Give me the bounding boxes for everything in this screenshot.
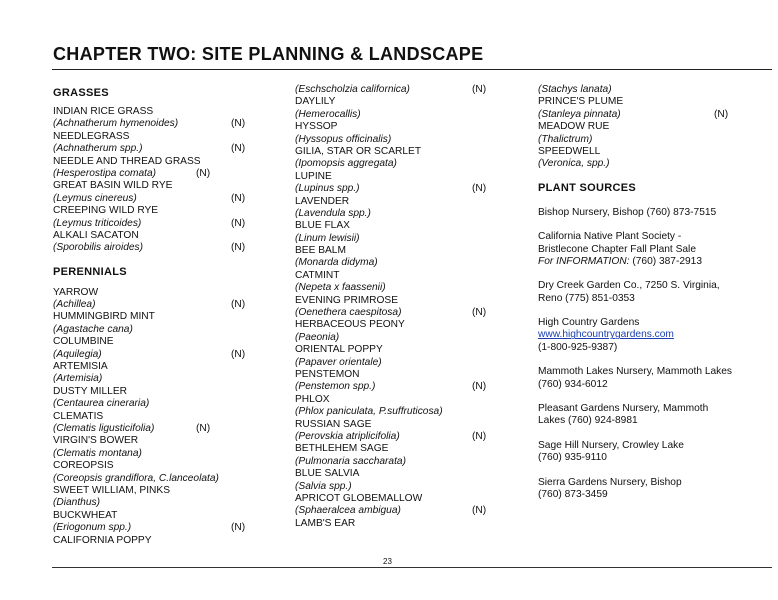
scientific-name: [53, 218, 253, 230]
source-text: Sierra Gardens Nursery, Bishop: [538, 476, 682, 488]
plant-label: (Hesperostipa comata): [53, 167, 157, 179]
plant-label: (Lavendula spp.): [295, 207, 371, 219]
plant-name: [53, 106, 253, 118]
scientific-name: [295, 332, 495, 344]
scientific-name: [295, 158, 495, 170]
scientific-name: [53, 242, 253, 254]
plant-label: (Aquilegia): [53, 348, 102, 360]
scientific-name: [53, 193, 253, 205]
plant-name: [53, 311, 253, 323]
native-marker: (N): [472, 84, 487, 95]
plant-label: (Eriogonum spp.): [53, 522, 132, 534]
plant-name: [295, 493, 495, 505]
plant-label: (Thalictrum): [538, 133, 593, 145]
scientific-name: [53, 522, 253, 534]
plant-name: [295, 419, 495, 431]
plant-label: (Papaver orientale): [295, 356, 382, 368]
column-3: [538, 84, 773, 513]
perennials-list-continued: [295, 84, 495, 530]
plant-label: (Monarda didyma): [295, 257, 378, 269]
plant-name: [538, 121, 773, 133]
plant-label: (Oenethera caespitosa): [295, 307, 402, 319]
plant-label: (Hyssopus officinalis): [295, 133, 392, 145]
scientific-name: [295, 84, 495, 96]
scientific-name: [295, 109, 495, 121]
scientific-name: [538, 109, 773, 121]
native-marker: (N): [472, 430, 487, 442]
plant-name: [295, 146, 495, 158]
plant-label: LAMB'S EAR: [295, 517, 356, 529]
scientific-name: [53, 497, 253, 509]
native-marker: (N): [196, 167, 211, 179]
source-text: Sage Hill Nursery, Crowley Lake: [538, 439, 684, 451]
plant-label: (Stachys lanata): [538, 84, 612, 95]
source-text: Lakes (760) 924-8981: [538, 415, 638, 427]
plant-label: (Salvia spp.): [295, 480, 352, 492]
plant-label: EVENING PRIMROSE: [295, 294, 399, 306]
scientific-name: [53, 324, 253, 336]
plant-label: PRINCE'S PLUME: [538, 96, 624, 108]
plant-name: [53, 205, 253, 217]
plant-label: COREOPSIS: [53, 460, 114, 472]
source-text: (760) 935-9110: [538, 452, 607, 464]
plant-name: [295, 443, 495, 455]
plant-name: [295, 96, 495, 108]
scientific-name: [295, 357, 495, 369]
source-text: (760) 873-3459: [538, 488, 608, 500]
column-2: [295, 84, 495, 530]
native-marker: (N): [231, 143, 246, 155]
native-marker: (N): [472, 183, 487, 195]
plant-name: [53, 485, 253, 497]
source-text: Bristlecone Chapter Fall Plant Sale: [538, 243, 696, 255]
plant-name: [53, 336, 253, 348]
plant-name: [53, 180, 253, 192]
plant-label: CALIFORNIA POPPY: [53, 534, 152, 546]
scientific-name: [295, 456, 495, 468]
plant-label: (Hemerocallis): [295, 108, 361, 120]
info-label: For INFORMATION:: [538, 255, 630, 267]
scientific-name: [53, 299, 253, 311]
scientific-name: [53, 423, 253, 435]
scientific-name: [295, 481, 495, 493]
plant-label: HUMMINGBIRD MINT: [53, 311, 155, 323]
scientific-name: [295, 233, 495, 245]
source-text: Reno (775) 851-0353: [538, 292, 635, 304]
plant-source-entry: [538, 403, 773, 428]
native-marker: (N): [472, 307, 487, 319]
plant-label: BETHLEHEM SAGE: [295, 443, 389, 455]
plant-label: DAYLILY: [295, 96, 336, 108]
perennials-list: [53, 287, 253, 547]
plant-name: [295, 270, 495, 282]
page-title: CHAPTER TWO: SITE PLANNING & LANDSCAPE: [53, 44, 484, 64]
plant-label: YARROW: [53, 286, 99, 298]
plant-name: [53, 131, 253, 143]
plant-source-entry: [538, 477, 773, 502]
scientific-name: [295, 431, 495, 443]
plant-name: [295, 121, 495, 133]
plant-source-entry: [538, 207, 773, 219]
scientific-name: [53, 373, 253, 385]
section-heading-perennials: PERENNIALS: [53, 265, 127, 278]
scientific-name: [295, 505, 495, 517]
plant-label: (Paeonia): [295, 331, 340, 343]
plant-name: [53, 435, 253, 447]
plant-source-entry: [538, 440, 773, 465]
plant-name: [295, 344, 495, 356]
plant-label: CATMINT: [295, 269, 340, 281]
plant-label: HERBACEOUS PEONY: [295, 319, 405, 331]
plant-name: [295, 369, 495, 381]
plant-name: [295, 295, 495, 307]
section-heading-grasses: GRASSES: [53, 87, 109, 99]
plant-label: (Veronica, spp.): [538, 158, 610, 170]
native-marker: (N): [231, 522, 246, 534]
plant-label: (Sporobilis airoides): [53, 242, 144, 254]
plant-name: [295, 171, 495, 183]
grasses-list: [53, 106, 253, 255]
plant-label: VIRGIN'S BOWER: [53, 435, 139, 447]
plant-label: GREAT BASIN WILD RYE: [53, 180, 173, 192]
scientific-name: [295, 406, 495, 418]
plant-label: ARTEMISIA: [53, 361, 108, 373]
native-marker: (N): [231, 118, 246, 130]
scientific-name: [53, 473, 253, 485]
plant-label: DUSTY MILLER: [53, 385, 127, 397]
plant-name: [538, 96, 773, 108]
plant-label: LAVENDER: [295, 195, 350, 207]
plant-name: [295, 518, 495, 530]
plant-label: (Leymus cinereus): [53, 192, 137, 204]
plant-label: (Sphaeralcea ambigua): [295, 505, 401, 517]
scientific-name: [53, 143, 253, 155]
native-marker: (N): [472, 381, 487, 393]
source-website-link[interactable]: www.highcountrygardens.com: [538, 329, 674, 341]
native-marker: (N): [714, 108, 729, 120]
scientific-name: [53, 448, 253, 460]
scientific-name: [53, 118, 253, 130]
plant-label: CREEPING WILD RYE: [53, 205, 159, 217]
scientific-name: [295, 381, 495, 393]
native-marker: (N): [231, 217, 246, 229]
native-marker: (N): [231, 299, 246, 311]
plant-sources-list: [538, 207, 773, 502]
plant-label: BEE BALM: [295, 245, 346, 257]
source-text: Mammoth Lakes Nursery, Mammoth Lakes: [538, 366, 732, 378]
plant-name: [53, 411, 253, 423]
plant-name: [295, 196, 495, 208]
plant-label: (Clematis ligusticifolia): [53, 422, 155, 434]
source-text: California Native Plant Society -: [538, 231, 682, 243]
plant-label: (Coreopsis grandiflora, C.lanceolata): [53, 472, 219, 484]
plant-name: [295, 245, 495, 257]
plant-label: (Stanleya pinnata): [538, 108, 621, 120]
plant-source-entry: [538, 280, 773, 305]
plant-name: [53, 361, 253, 373]
plant-label: BLUE SALVIA: [295, 468, 360, 480]
plant-source-entry: [538, 231, 773, 268]
scientific-name: [53, 168, 253, 180]
native-marker: (N): [231, 242, 246, 254]
plant-name: [53, 230, 253, 242]
plant-source-entry: [538, 317, 773, 354]
plant-label: APRICOT GLOBEMALLOW: [295, 492, 423, 504]
plant-label: (Leymus triticoides): [53, 217, 142, 229]
plant-name: [53, 156, 253, 168]
page-number: 23: [383, 557, 392, 566]
plant-label: (Lupinus spp.): [295, 183, 360, 195]
plant-label: HYSSOP: [295, 121, 338, 133]
plant-name: [53, 386, 253, 398]
plant-label: SWEET WILLIAM, PINKS: [53, 484, 170, 496]
scientific-name: [295, 183, 495, 195]
scientific-name: [53, 349, 253, 361]
plant-label: NEEDLE AND THREAD GRASS: [53, 155, 201, 167]
title-rule: [52, 69, 772, 70]
plant-label: BUCKWHEAT: [53, 509, 118, 521]
plant-label: (Phlox paniculata, P.suffruticosa): [295, 406, 443, 418]
plant-label: (Pulmonaria saccharata): [295, 455, 406, 467]
plant-label: GILIA, STAR OR SCARLET: [295, 145, 422, 157]
plant-label: (Ipomopsis aggregata): [295, 158, 397, 170]
column-1: [53, 84, 253, 547]
native-marker: (N): [231, 192, 246, 204]
plant-label: MEADOW RUE: [538, 121, 610, 133]
plant-label: (Artemisia): [53, 373, 103, 385]
scientific-name: [53, 398, 253, 410]
scientific-name: [295, 282, 495, 294]
perennials-list-continued-2: [538, 84, 773, 171]
source-text: (760) 934-6012: [538, 378, 608, 390]
plant-label: (Dianthus): [53, 497, 100, 509]
source-text: Bishop Nursery, Bishop (760) 873-7515: [538, 206, 717, 218]
plant-name: [295, 394, 495, 406]
plant-label: LUPINE: [295, 170, 332, 182]
native-marker: (N): [231, 348, 246, 360]
plant-name: [53, 535, 253, 547]
source-text: (1-800-925-9387): [538, 341, 618, 353]
native-marker: (N): [472, 505, 487, 517]
info-phone: (760) 387-2913: [632, 255, 703, 267]
section-heading-plant-sources: PLANT SOURCES: [538, 181, 637, 194]
plant-source-entry: [538, 366, 773, 391]
plant-name: [295, 468, 495, 480]
plant-label: BLUE FLAX: [295, 220, 350, 232]
plant-label: (Penstemon spp.): [295, 381, 376, 393]
plant-label: PHLOX: [295, 393, 330, 405]
plant-label: (Eschscholzia californica): [295, 84, 410, 95]
footer-rule: [52, 567, 772, 568]
plant-label: (Centaurea cineraria): [53, 398, 150, 410]
scientific-name: [538, 134, 773, 146]
scientific-name: [538, 158, 773, 170]
plant-name: [53, 460, 253, 472]
source-text: Dry Creek Garden Co., 7250 S. Virginia,: [538, 280, 720, 292]
native-marker: (N): [196, 422, 211, 434]
plant-label: PENSTEMON: [295, 368, 360, 380]
plant-name: [295, 319, 495, 331]
plant-name: [53, 510, 253, 522]
scientific-name: [295, 257, 495, 269]
scientific-name: [295, 208, 495, 220]
plant-label: (Nepeta x faassenii): [295, 282, 386, 294]
scientific-name: [538, 84, 773, 96]
plant-label: ORIENTAL POPPY: [295, 344, 383, 356]
plant-label: CLEMATIS: [53, 410, 104, 422]
plant-name: [538, 146, 773, 158]
plant-label: NEEDLEGRASS: [53, 130, 130, 142]
plant-label: (Achillea): [53, 299, 96, 311]
plant-label: RUSSIAN SAGE: [295, 418, 372, 430]
plant-label: (Achnatherum spp.): [53, 143, 143, 155]
plant-label: (Perovskia atriplicifolia): [295, 430, 400, 442]
plant-label: (Linum lewisii): [295, 232, 360, 244]
source-info-line: [538, 256, 773, 268]
plant-name: [53, 287, 253, 299]
plant-label: COLUMBINE: [53, 336, 114, 348]
plant-label: SPEEDWELL: [538, 145, 601, 157]
plant-label: INDIAN RICE GRASS: [53, 106, 154, 117]
plant-label: (Achnatherum hymenoides): [53, 118, 179, 130]
plant-label: (Clematis montana): [53, 447, 142, 459]
plant-name: [295, 220, 495, 232]
plant-label: ALKALI SACATON: [53, 229, 139, 241]
scientific-name: [295, 134, 495, 146]
source-text: High Country Gardens: [538, 317, 640, 329]
scientific-name: [295, 307, 495, 319]
plant-label: (Agastache cana): [53, 323, 133, 335]
source-text: Pleasant Gardens Nursery, Mammoth: [538, 403, 709, 415]
